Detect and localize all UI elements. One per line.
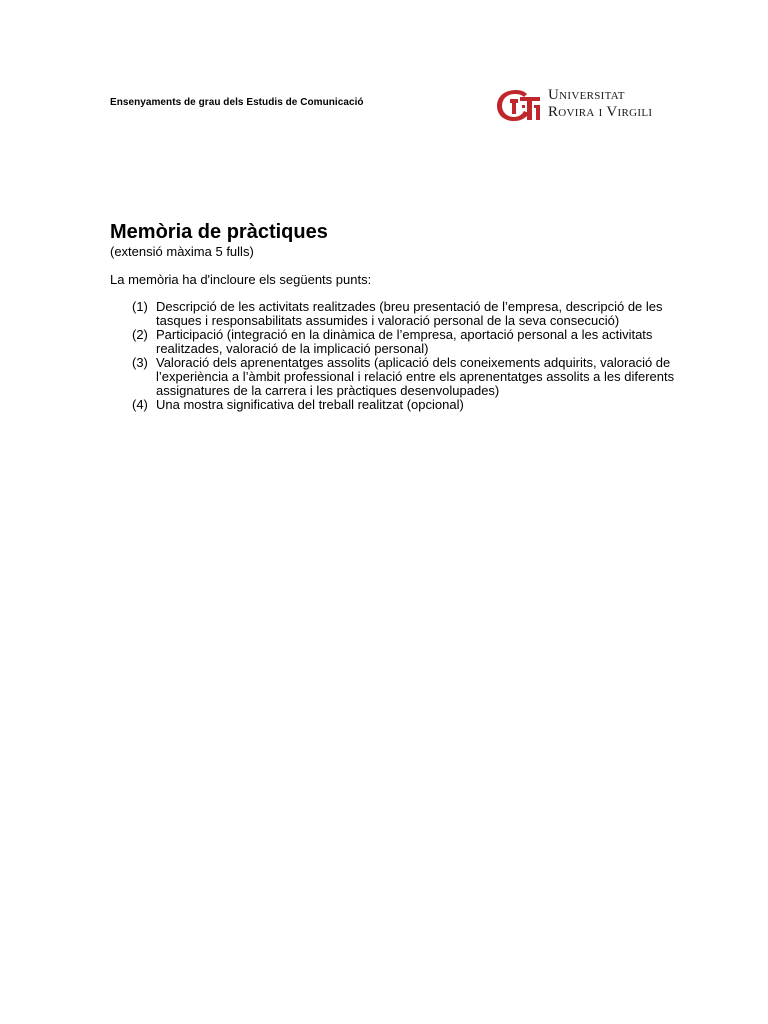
list-item-number: (4) — [132, 397, 148, 412]
university-emblem-icon — [496, 87, 542, 123]
university-name-line1: Universitat — [548, 87, 625, 103]
list-item-text: Descripció de les activitats realitzades (breu presentació de l’empresa, descripció de les tasques i responsabilitats assumides i valoració personal de la seva consecució) — [156, 299, 663, 328]
list-item — [110, 328, 675, 356]
university-logo — [496, 87, 666, 123]
list-item-number: (3) — [132, 355, 148, 370]
program-header: Ensenyaments de grau dels Estudis de Comunicació — [110, 97, 364, 108]
list-item-number: (2) — [132, 327, 148, 342]
list-item — [110, 356, 675, 398]
document-subtitle: (extensió màxima 5 fulls) — [110, 244, 254, 259]
points-list — [110, 300, 675, 412]
list-item-text: Una mostra significativa del treball realitzat (opcional) — [156, 397, 464, 412]
university-name-line2: Rovira i Virgili — [548, 104, 653, 120]
list-item-number: (1) — [132, 299, 148, 314]
list-item-text: Participació (integració en la dinàmica de l’empresa, aportació personal a les activitats realitzades, valoració de la implicació personal) — [156, 327, 653, 356]
document-title: Memòria de pràctiques — [110, 221, 328, 243]
intro-text: La memòria ha d'incloure els següents punts: — [110, 272, 372, 287]
list-item-text: Valoració dels aprenentatges assolits (aplicació dels coneixements adquirits, valoració de l’experiència a l’àmbit professional i relació entre els aprenentatges assolits a les diferents assignatures de la carrera i les pràctiques desenvolupades) — [156, 355, 675, 398]
list-item — [110, 300, 675, 328]
list-item — [110, 398, 675, 412]
